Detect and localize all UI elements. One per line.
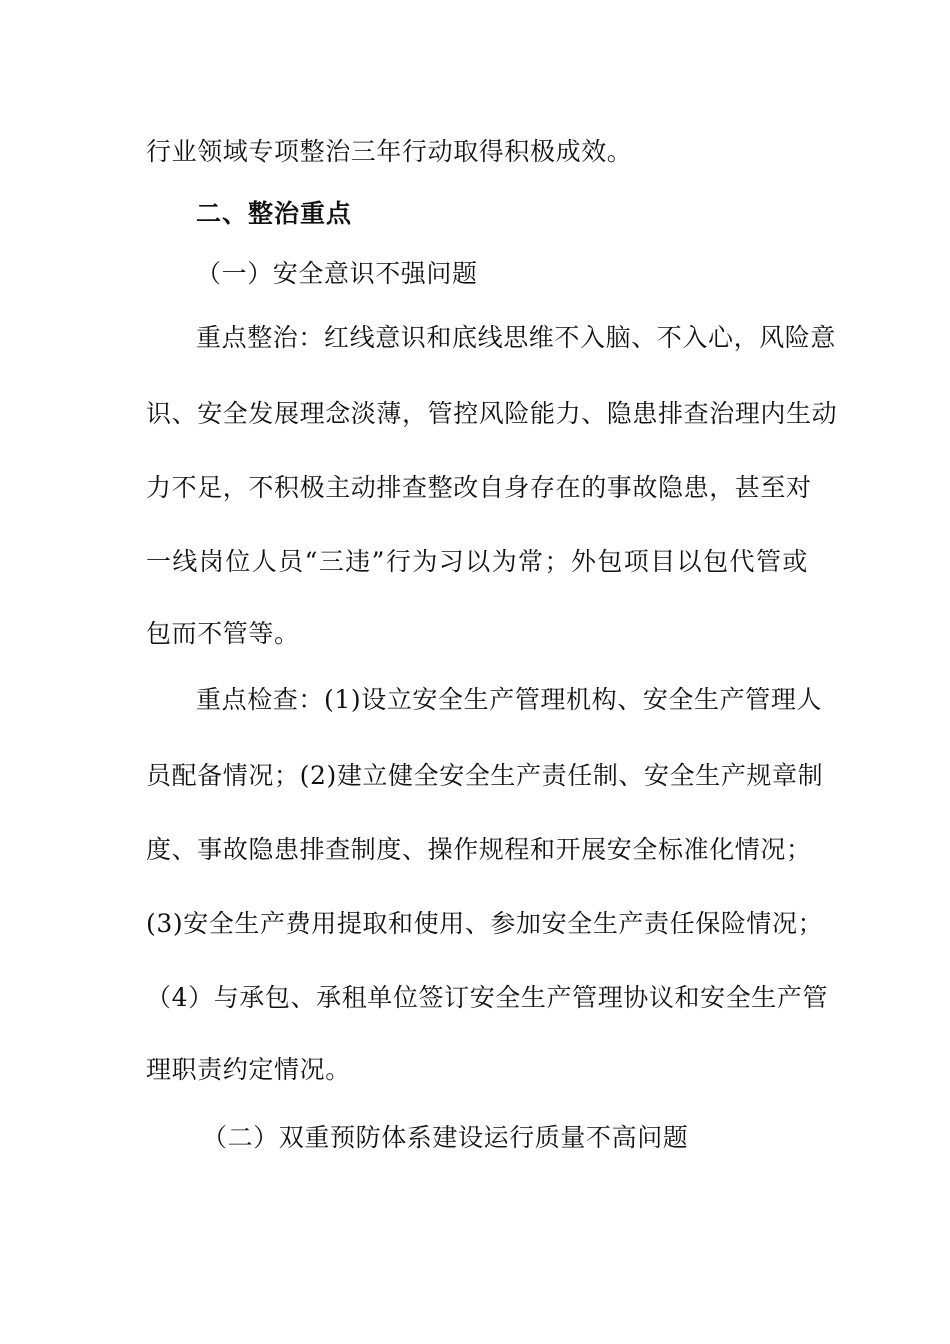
paragraph-line: 一线岗位人员“三违”行为习以为常；外包项目以包代管或 (146, 547, 808, 576)
paragraph-line: 重点检查：(1)设立安全生产管理机构、安全生产管理人 (196, 685, 823, 714)
subsection-heading: （二）双重预防体系建设运行质量不高问题 (202, 1123, 689, 1152)
paragraph-line: (3)安全生产费用提取和使用、参加安全生产责任保险情况； (146, 909, 824, 938)
paragraph-line: 理职责约定情况。 (146, 1055, 351, 1084)
paragraph-line: 识、安全发展理念淡薄，管控风险能力、隐患排查治理内生动 (146, 399, 838, 428)
paragraph-line: 力不足，不积极主动排查整改自身存在的事故隐患，甚至对 (146, 473, 812, 502)
paragraph-line: 行业领域专项整治三年行动取得积极成效。 (146, 137, 633, 166)
subsection-heading: （一）安全意识不强问题 (196, 259, 478, 288)
paragraph-line: 重点整治：红线意识和底线思维不入脑、不入心，风险意 (196, 323, 837, 352)
paragraph-line: （4）与承包、承租单位签订安全生产管理协议和安全生产管 (146, 983, 829, 1012)
paragraph-line: 包而不管等。 (146, 619, 300, 648)
paragraph-line: 员配备情况；(2)建立健全安全生产责任制、安全生产规章制 (146, 761, 824, 790)
section-heading: 二、整治重点 (196, 199, 353, 228)
paragraph-line: 度、事故隐患排查制度、操作规程和开展安全标准化情况； (146, 835, 812, 864)
